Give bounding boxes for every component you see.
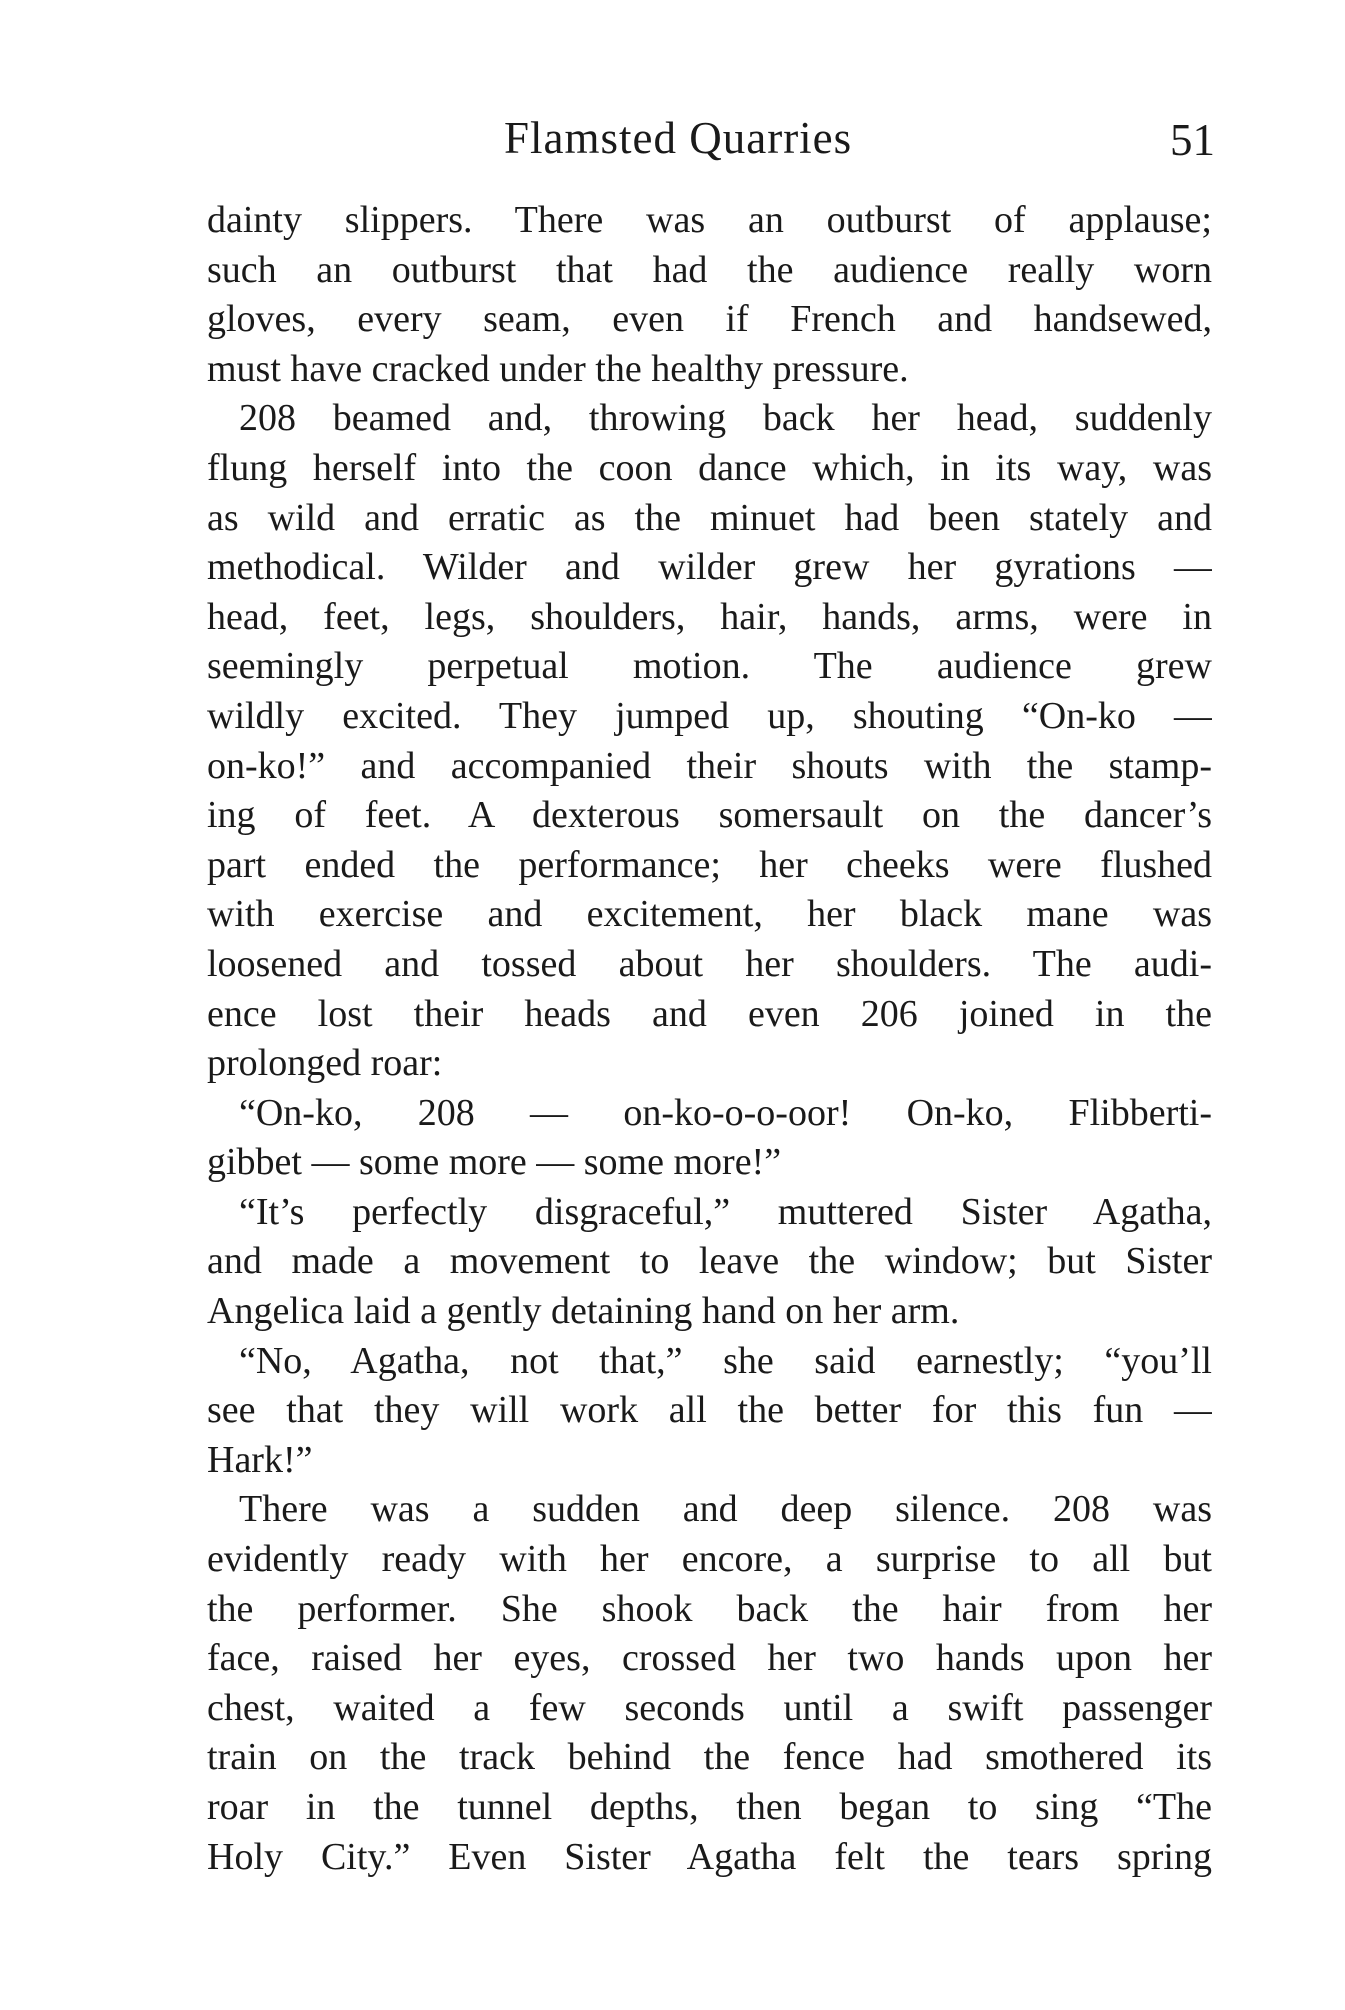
text-line: Hark!” [207,1438,313,1481]
text-line: gloves, every seam, even if French and handsewed, [207,298,1212,341]
text-line: as wild and erratic as the minuet had been stately and [207,496,1212,539]
text-line: train on the track behind the fence had smothered its [207,1736,1212,1779]
text-line: and made a movement to leave the window; but Sister [207,1240,1212,1283]
text-line: the performer. She shook back the hair from her [207,1587,1212,1630]
page-number: 51 [1170,115,1215,165]
text-line: roar in the tunnel depths, then began to sing “The [207,1786,1212,1828]
text-line: with exercise and excitement, her black mane was [207,893,1212,936]
text-line: There was a sudden and deep silence. 208 was [239,1488,1212,1531]
text-line: 208 beamed and, throwing back her head, suddenly [239,397,1212,440]
text-line: head, feet, legs, shoulders, hair, hands, arms, were in [207,595,1212,638]
text-line: face, raised her eyes, crossed her two hands upon her [207,1637,1212,1680]
text-line: evidently ready with her encore, a surprise to all but [207,1538,1212,1581]
text-line: chest, waited a few seconds until a swift passenger [207,1686,1212,1729]
text-line: “On-ko, 208 — on-ko-o-o-oor! On-ko, Flibberti- [239,1091,1212,1134]
text-line: loosened and tossed about her shoulders. The audi- [207,942,1212,985]
text-line: methodical. Wilder and wilder grew her gyrations — [207,546,1212,589]
text-line: Angelica laid a gently detaining hand on her arm. [207,1290,960,1333]
text-line: flung herself into the coon dance which, in its way, was [207,446,1212,489]
text-line: must have cracked under the healthy pressure. [207,347,909,390]
text-line: such an outburst that had the audience really worn [207,248,1212,291]
text-line: seemingly perpetual motion. The audience grew [207,645,1212,688]
text-line: on-ko!” and accompanied their shouts with the stamp- [207,744,1212,787]
text-line: Holy City.” Even Sister Agatha felt the tears spring [207,1835,1212,1878]
text-line: dainty slippers. There was an outburst of applause; [207,199,1212,241]
running-title: Flamsted Quarries [504,113,853,163]
text-line: ence lost their heads and even 206 joined in the [207,992,1212,1035]
text-line: wildly excited. They jumped up, shouting “On-ko — [207,694,1212,737]
text-line: “It’s perfectly disgraceful,” muttered Sister Agatha, [239,1190,1212,1233]
text-line: part ended the performance; her cheeks were flushed [207,843,1212,886]
body-text [207,196,1212,1882]
text-line: gibbet — some more — some more!” [207,1141,782,1184]
text-line: see that they will work all the better for this fun — [207,1389,1212,1432]
text-line: “No, Agatha, not that,” she said earnestly; “you’ll [239,1339,1212,1382]
text-line: prolonged roar: [207,1042,443,1085]
text-line: ing of feet. A dexterous somersault on the dancer’s [207,794,1212,837]
